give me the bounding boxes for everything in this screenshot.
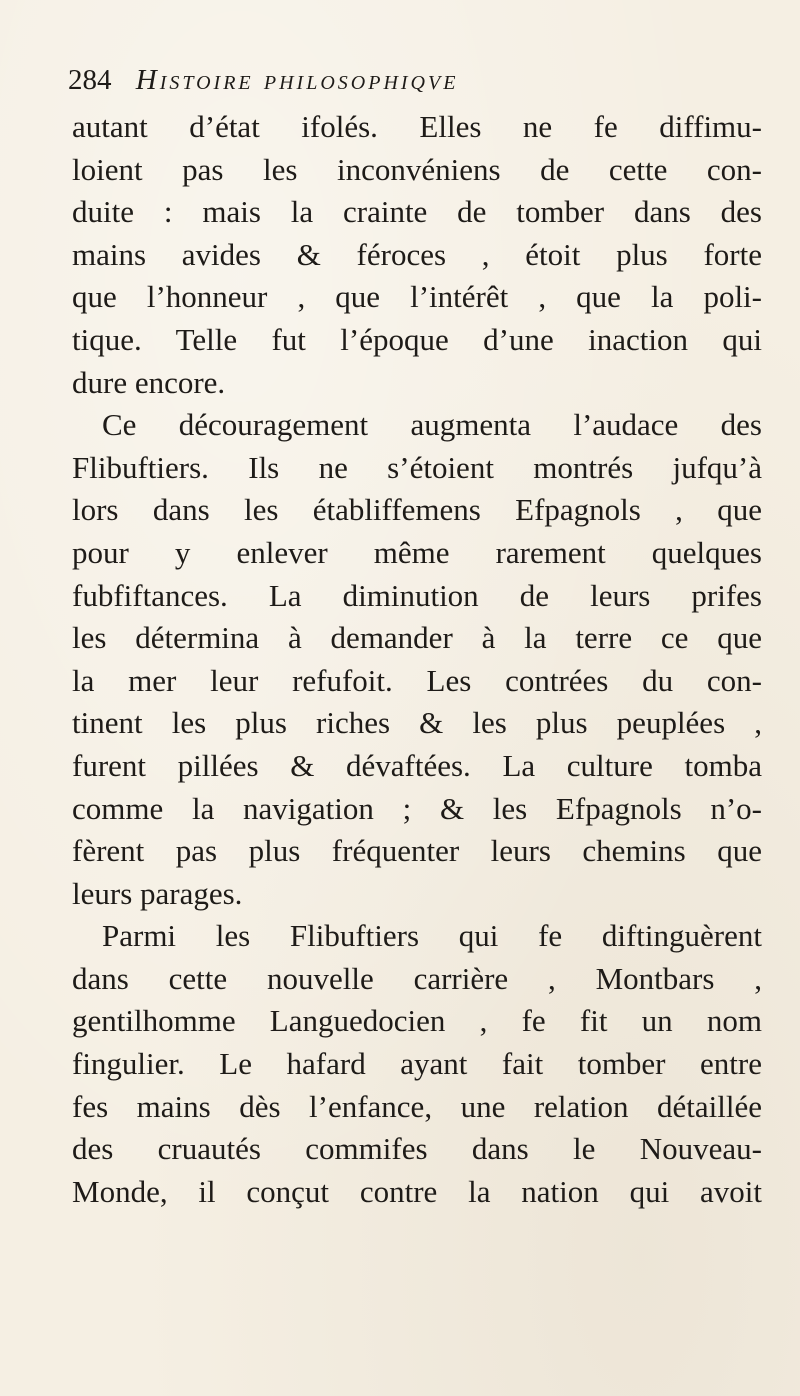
text-line: leurs parages.: [72, 875, 243, 911]
text-line: comme la navigation ; & les Efpagnols n’o-: [72, 790, 762, 826]
running-title: Histoire philosophiqve: [135, 64, 459, 96]
page-number: 284: [68, 64, 112, 96]
text-line: gentilhomme Languedocien , fe fit un nom: [72, 1003, 762, 1039]
text-line: tique. Telle fut l’époque d’une inaction qui: [72, 321, 762, 357]
text-line: furent pillées & dévaftées. La culture tomba: [72, 747, 762, 783]
text-line: lors dans les établiffemens Efpagnols , que: [72, 492, 762, 528]
text-line: fubfiftances. La diminution de leurs prifes: [72, 577, 762, 613]
text-line: tinent les plus riches & les plus peuplées ,: [72, 705, 762, 741]
text-line: dure encore.: [72, 364, 226, 400]
text-line: Parmi les Flibuftiers qui fe diftinguèrent: [102, 918, 762, 954]
text-line: fingulier. Le hafard ayant fait tomber entre: [72, 1046, 762, 1082]
text-line: fes mains dès l’enfance, une relation détaillée: [72, 1088, 762, 1124]
text-line: mains avides & féroces , étoit plus forte: [72, 236, 762, 272]
text-line: que l’honneur , que l’intérêt , que la poli-: [72, 279, 762, 315]
text-line: les détermina à demander à la terre ce que: [72, 620, 762, 656]
text-line: duite : mais la crainte de tomber dans des: [72, 194, 762, 230]
text-line: autant d’état ifolés. Elles ne fe diffimu-: [72, 109, 762, 144]
text-line: des cruautés commifes dans le Nouveau-: [72, 1131, 762, 1167]
text-line: dans cette nouvelle carrière , Montbars ,: [72, 960, 762, 996]
text-line: Flibuftiers. Ils ne s’étoient montrés jufqu’à: [72, 449, 762, 485]
text-line: Ce découragement augmenta l’audace des: [102, 407, 762, 443]
body-text: [72, 106, 762, 1213]
text-line: la mer leur refufoit. Les contrées du con-: [72, 662, 762, 698]
running-head: [68, 64, 748, 104]
text-line: pour y enlever même rarement quelques: [72, 534, 762, 570]
text-line: loient pas les inconvéniens de cette con-: [72, 151, 762, 187]
text-line: Monde, il conçut contre la nation qui avoit: [72, 1173, 762, 1209]
text-line: fèrent pas plus fréquenter leurs chemins que: [72, 833, 762, 869]
